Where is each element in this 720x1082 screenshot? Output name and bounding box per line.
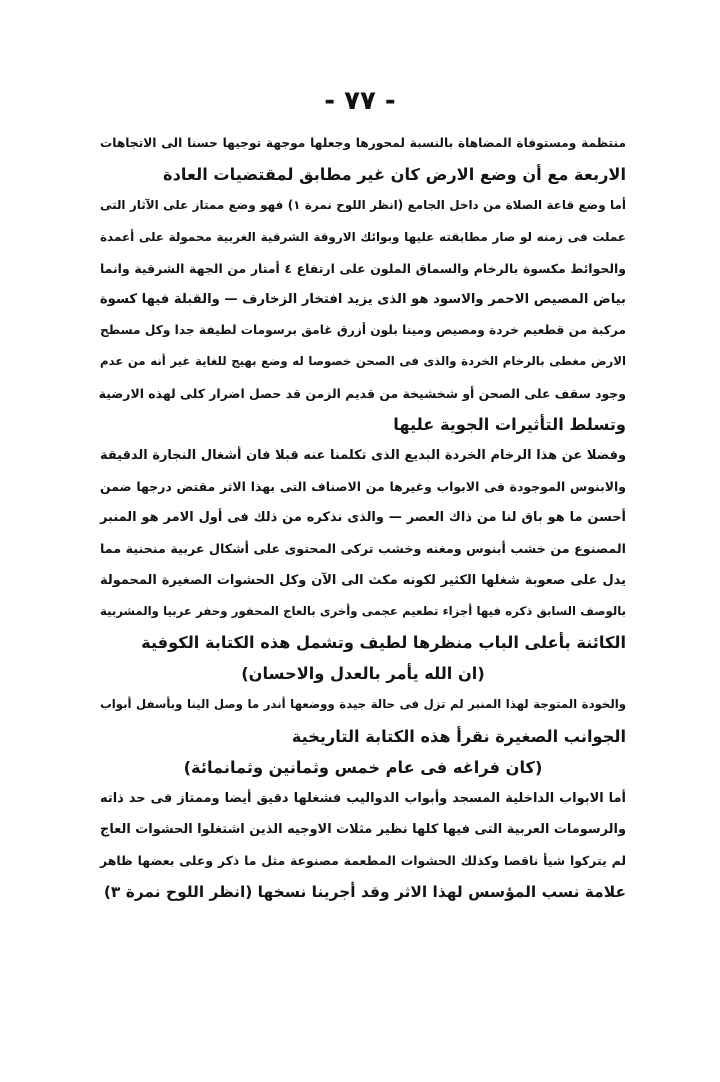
text-line: عملت فى زمنه لو صار مطابقته عليها وبوائك الاروقة الشرقية الغربية محمولة على أعمدة	[100, 229, 626, 244]
text-line: منتظمة ومستوفاة المضاهاة بالنسبة لمحورها وجعلها موجهة توجيها حسنا الى الاتجاهات	[100, 136, 626, 150]
quoted-inscription: (كان فراغه فى عام خمس وثمانين وثمانمائة)	[183, 757, 543, 777]
text-line: وتسلط التأثيرات الجوية عليها	[393, 414, 626, 434]
text-line: وفضلا عن هذا الرخام الخردة البديع الذى تكلمنا عنه قبلا فان أشغال النجارة الدقيقة	[100, 447, 626, 463]
text-line: أما الابواب الداخلية المسجد وأبواب الدواليب فشغلها دقيق أيضا وممتاز فى حد ذاته	[100, 790, 626, 806]
text-line: علامة نسب المؤسس لهذا الاثر وقد أجرينا نسخها (انظر اللوح نمرة ٣)	[103, 882, 626, 901]
text-line: والخودة المتوجة لهذا المنبر لم تزل فى حالة جيدة ووضعها أندر ما وصل الينا وبأسفل أبواب	[100, 697, 626, 712]
body-text	[100, 128, 626, 908]
text-line: مركبة من قطعيم خردة ومصيص ومينا بلون أزرق غامق برسومات لطيفة جدا وكل مسطح	[100, 323, 626, 338]
text-line: الجوانب الصغيرة نقرأ هذه الكتابة التاريخية	[291, 726, 626, 746]
quoted-inscription: (ان الله يأمر بالعدل والاحسان)	[241, 664, 485, 684]
text-line: لم يتركوا شيأ ناقصا وكذلك الحشوات المطعمة مصنوعة مثل ما ذكر وعلى بعضها ظاهر	[100, 853, 626, 869]
text-line: بياض المصيص الاحمر والاسود هو الذى يزيد افتخار الزخارف — والقبلة فيها كسوة	[99, 291, 626, 307]
text-line: بالوصف السابق ذكره فيها أجزاء تطعيم عجمى وأخرى بالعاج المحفور وحفر عربيا والمشربية	[100, 603, 626, 618]
text-line: الاربعة مع أن وضع الارض كان غير مطابق لمقتضيات العادة	[163, 165, 626, 185]
text-line: المصنوع من خشب أبنوس ومغنه وخشب تركى المحتوى على أشكال عربية منحنية مما	[100, 541, 626, 557]
text-line: والحوائط مكسوة بالرخام والسماق الملون على ارتفاع ٤ أمتار من الجهة الشرقية وانما	[100, 260, 626, 276]
text-line: وجود سقف على الصحن أو شخشيخة من قديم الزمن قد حصل اضرار كلى لهذه الارضية	[98, 385, 626, 401]
text-line: أما وضع قاعة الصلاة من داخل الجامع (انظر اللوح نمرة ١) فهو وضع ممتاز على الآثار التى	[100, 198, 626, 213]
text-line: الكائنة بأعلى الباب منظرها لطيف وتشمل هذه الكتابة الكوفية	[141, 633, 626, 652]
text-line: والابنوس الموجودة فى الابواب وغيرها من الاصناف التى بهذا الاثر مقتض درجها ضمن	[100, 479, 626, 495]
text-line: أحسن ما هو باق لنا من ذاك العصر — والذى نذكره من ذلك فى أول الامر هو المنبر	[100, 510, 626, 526]
page-number: - ٧٧ -	[324, 86, 396, 116]
text-line: يدل على صعوبة شغلها الكثير لكونه مكث الى الآن وكل الحشوات الصغيرة المحمولة	[100, 572, 626, 588]
text-line: الارض مغطى بالرخام الخردة والذى فى الصحن خصوصا له وضع بهيج للغاية غير أنه من عدم	[100, 354, 626, 369]
text-line: والرسومات العربية التى فيها كلها نظير مثلات الاوجيه الذين اشتغلوا الحشوات العاج	[100, 822, 626, 838]
